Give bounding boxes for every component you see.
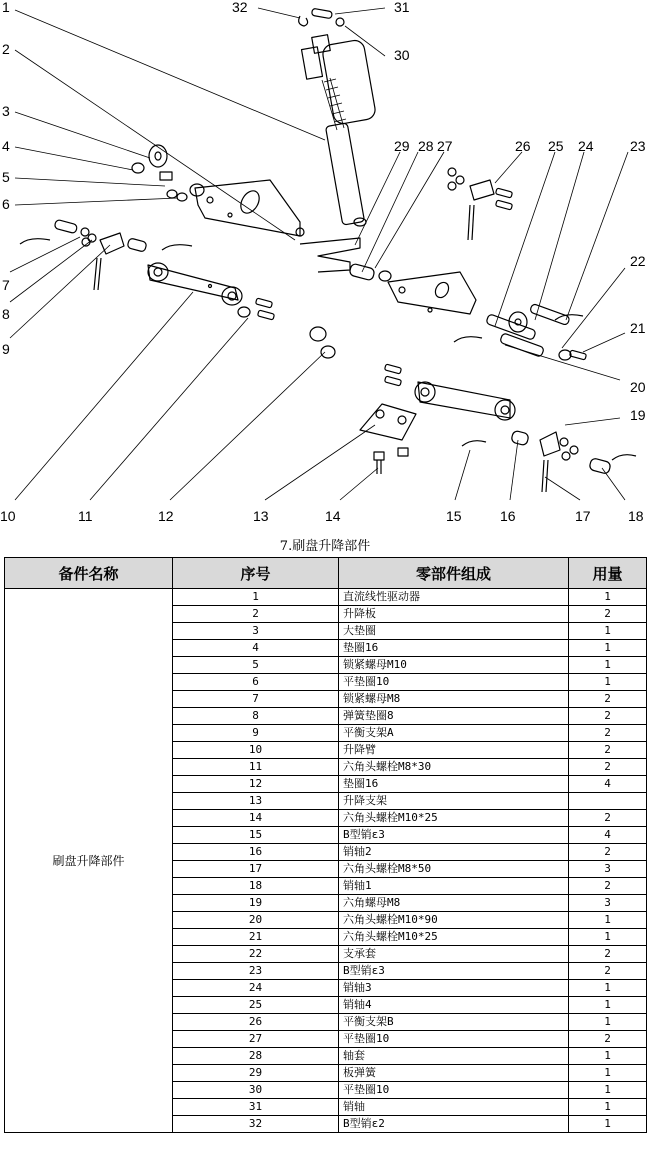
left-lift-plate	[195, 180, 304, 236]
callout-label: 16	[500, 508, 516, 524]
header-quantity: 用量	[569, 558, 647, 589]
callout-label: 25	[548, 138, 564, 154]
serial-no-cell: 19	[173, 895, 339, 912]
callout-label: 7	[2, 277, 10, 293]
serial-no-cell: 27	[173, 1031, 339, 1048]
right-lift-plate	[388, 272, 476, 314]
figure-caption: 7.刷盘升降部件	[279, 539, 371, 554]
component-cell: 垫圈16	[339, 776, 569, 793]
serial-no-cell: 1	[173, 589, 339, 606]
quantity-cell: 1	[569, 912, 647, 929]
table-header	[5, 558, 647, 589]
callout-label: 8	[2, 306, 10, 322]
component-cell: B型销ɛ2	[339, 1116, 569, 1133]
table-row	[5, 589, 647, 606]
callout-label: 14	[325, 508, 341, 524]
quantity-cell: 2	[569, 1031, 647, 1048]
quantity-cell: 4	[569, 827, 647, 844]
callout-label: 18	[628, 508, 644, 524]
component-cell: 六角头螺栓M8*30	[339, 759, 569, 776]
component-cell: 六角头螺栓M8*50	[339, 861, 569, 878]
callout-label: 29	[394, 138, 410, 154]
bolts-and-washers-center	[238, 298, 335, 358]
right-balance-bracket	[448, 168, 513, 240]
component-cell: 轴套	[339, 1048, 569, 1065]
serial-no-cell: 32	[173, 1116, 339, 1133]
callout-label: 32	[232, 0, 248, 15]
component-cell: 销轴	[339, 1099, 569, 1116]
serial-no-cell: 21	[173, 929, 339, 946]
serial-no-cell: 2	[173, 606, 339, 623]
quantity-cell: 1	[569, 1099, 647, 1116]
component-cell: 锁紧螺母M10	[339, 657, 569, 674]
component-cell: 销轴2	[339, 844, 569, 861]
callout-label: 11	[78, 508, 93, 524]
component-cell: 平垫圈10	[339, 674, 569, 691]
quantity-cell: 2	[569, 708, 647, 725]
serial-no-cell: 14	[173, 810, 339, 827]
serial-no-cell: 18	[173, 878, 339, 895]
quantity-cell: 1	[569, 589, 647, 606]
serial-no-cell: 23	[173, 963, 339, 980]
quantity-cell: 3	[569, 895, 647, 912]
quantity-cell: 2	[569, 759, 647, 776]
quantity-cell: 2	[569, 963, 647, 980]
top-pin-parts	[299, 8, 344, 26]
component-cell: 平衡支架B	[339, 1014, 569, 1031]
callout-label: 17	[575, 508, 591, 524]
quantity-cell: 1	[569, 1065, 647, 1082]
exploded-parts-diagram	[0, 0, 650, 530]
component-cell: 板弹簧	[339, 1065, 569, 1082]
serial-no-cell: 29	[173, 1065, 339, 1082]
serial-no-cell: 28	[173, 1048, 339, 1065]
serial-no-cell: 13	[173, 793, 339, 810]
component-cell: B型销ɛ3	[339, 827, 569, 844]
quantity-cell: 1	[569, 997, 647, 1014]
callout-label: 31	[394, 0, 410, 15]
header-serial-no: 序号	[173, 558, 339, 589]
quantity-cell: 1	[569, 1014, 647, 1031]
quantity-cell: 1	[569, 623, 647, 640]
quantity-cell: 1	[569, 657, 647, 674]
callout-label: 12	[158, 508, 174, 524]
component-cell: 平垫圈10	[339, 1082, 569, 1099]
component-cell: B型销ɛ3	[339, 963, 569, 980]
quantity-cell: 2	[569, 946, 647, 963]
leader-lines	[10, 8, 628, 500]
header-components: 零部件组成	[339, 558, 569, 589]
left-lift-arm	[148, 263, 242, 305]
right-pins	[454, 303, 587, 360]
callout-label: 10	[0, 508, 16, 524]
quantity-cell: 1	[569, 1082, 647, 1099]
header-part-name: 备件名称	[5, 558, 173, 589]
serial-no-cell: 6	[173, 674, 339, 691]
component-cell: 销轴4	[339, 997, 569, 1014]
component-cell: 弹簧垫圈8	[339, 708, 569, 725]
quantity-cell: 2	[569, 878, 647, 895]
group-name-cell: 刷盘升降部件	[5, 589, 173, 1133]
serial-no-cell: 17	[173, 861, 339, 878]
component-cell: 升降臂	[339, 742, 569, 759]
component-cell: 平衡支架A	[339, 725, 569, 742]
component-cell: 升降板	[339, 606, 569, 623]
component-cell: 销轴3	[339, 980, 569, 997]
serial-no-cell: 3	[173, 623, 339, 640]
callout-label: 21	[630, 320, 646, 336]
diagram-svg	[0, 0, 650, 530]
component-cell: 六角螺母M8	[339, 895, 569, 912]
callout-label: 27	[437, 138, 453, 154]
spring-and-bushing	[300, 238, 391, 281]
right-lift-arm	[384, 364, 515, 420]
quantity-cell: 1	[569, 1116, 647, 1133]
serial-no-cell: 10	[173, 742, 339, 759]
callout-label: 26	[515, 138, 531, 154]
quantity-cell: 2	[569, 810, 647, 827]
serial-no-cell: 25	[173, 997, 339, 1014]
component-cell: 垫圈16	[339, 640, 569, 657]
callout-label: 3	[2, 103, 10, 119]
quantity-cell: 1	[569, 674, 647, 691]
serial-no-cell: 11	[173, 759, 339, 776]
callout-label: 1	[2, 0, 10, 15]
callout-label: 13	[253, 508, 269, 524]
linear-actuator	[302, 35, 377, 226]
callout-label: 20	[630, 379, 646, 395]
serial-no-cell: 22	[173, 946, 339, 963]
quantity-cell: 2	[569, 606, 647, 623]
left-balance-bracket	[20, 219, 192, 290]
callout-label: 2	[2, 41, 10, 57]
callout-label: 19	[630, 407, 646, 423]
quantity-cell: 4	[569, 776, 647, 793]
table-body	[5, 589, 647, 1133]
callout-label: 28	[418, 138, 434, 154]
component-cell: 六角头螺栓M10*90	[339, 912, 569, 929]
quantity-cell: 1	[569, 640, 647, 657]
callout-label: 6	[2, 196, 10, 212]
callout-label: 4	[2, 138, 10, 154]
callout-label: 30	[394, 47, 410, 63]
quantity-cell: 2	[569, 844, 647, 861]
callout-label: 22	[630, 253, 646, 269]
serial-no-cell: 20	[173, 912, 339, 929]
component-cell: 六角头螺栓M10*25	[339, 929, 569, 946]
quantity-cell	[569, 793, 647, 810]
serial-no-cell: 8	[173, 708, 339, 725]
serial-no-cell: 31	[173, 1099, 339, 1116]
lift-bracket	[360, 404, 416, 474]
callout-label: 15	[446, 508, 462, 524]
header-row	[5, 558, 647, 589]
callout-label: 9	[2, 341, 10, 357]
serial-no-cell: 16	[173, 844, 339, 861]
serial-no-cell: 4	[173, 640, 339, 657]
serial-no-cell: 30	[173, 1082, 339, 1099]
serial-no-cell: 15	[173, 827, 339, 844]
serial-no-cell: 24	[173, 980, 339, 997]
serial-no-cell: 5	[173, 657, 339, 674]
serial-no-cell: 7	[173, 691, 339, 708]
serial-no-cell: 9	[173, 725, 339, 742]
quantity-cell: 1	[569, 929, 647, 946]
quantity-cell: 2	[569, 742, 647, 759]
quantity-cell: 3	[569, 861, 647, 878]
component-cell: 支承套	[339, 946, 569, 963]
component-cell: 升降支架	[339, 793, 569, 810]
quantity-cell: 2	[569, 691, 647, 708]
quantity-cell: 2	[569, 725, 647, 742]
parts-table	[4, 557, 647, 1133]
component-cell: 大垫圈	[339, 623, 569, 640]
quantity-cell: 1	[569, 980, 647, 997]
component-cell: 平垫圈10	[339, 1031, 569, 1048]
callout-label: 24	[578, 138, 594, 154]
component-cell: 销轴1	[339, 878, 569, 895]
callout-label: 23	[630, 138, 646, 154]
quantity-cell: 1	[569, 1048, 647, 1065]
serial-no-cell: 12	[173, 776, 339, 793]
component-cell: 锁紧螺母M8	[339, 691, 569, 708]
callout-label: 5	[2, 169, 10, 185]
component-cell: 六角头螺栓M10*25	[339, 810, 569, 827]
serial-no-cell: 26	[173, 1014, 339, 1031]
lower-right-parts	[462, 430, 636, 492]
component-cell: 直流线性驱动器	[339, 589, 569, 606]
